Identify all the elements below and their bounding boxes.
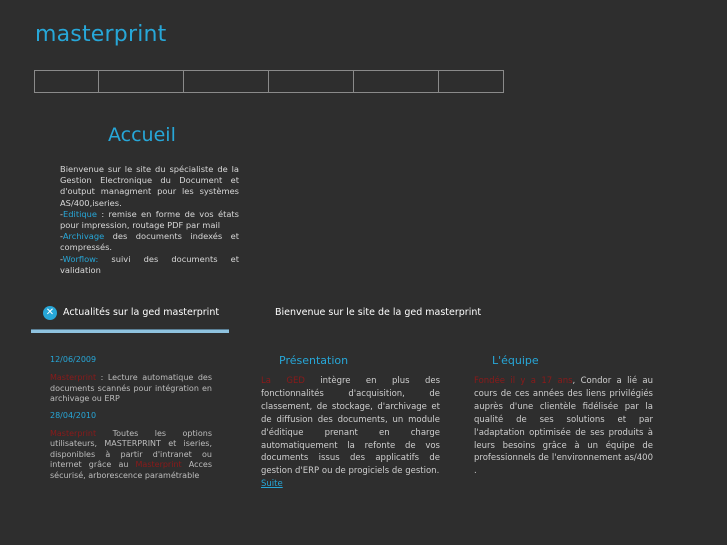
suite-link[interactable]: Suite — [261, 479, 283, 490]
news-highlight[interactable]: Masterprint — [135, 460, 182, 470]
news-highlight[interactable]: Masterprint — [50, 429, 97, 439]
presentation-title: Présentation — [279, 354, 349, 367]
welcome-title: Bienvenue sur le site de la ged masterprint — [275, 307, 482, 318]
nav-item-1[interactable] — [35, 71, 99, 92]
close-icon[interactable]: ✕ — [43, 306, 57, 320]
site-logo[interactable]: masterprint — [35, 22, 167, 47]
equipe-title: L'équipe — [492, 354, 539, 367]
equipe-highlight[interactable]: Fondée il y a 17 ans — [474, 376, 573, 386]
nav-item-2[interactable] — [99, 71, 184, 92]
tab-divider — [31, 329, 229, 330]
archivage-link[interactable]: Archivage — [62, 231, 105, 242]
equipe-text: Fondée il y a 17 ans, Condor a lié au cours de ces années des liens privilégiés auprès d'une clientèle fidélisée par la qualité de ses solutions et par l'adaptation optimisée de ses produits à leurs besoins grâce à un équipe de professionnels de l'environnement as/400 . — [474, 376, 653, 477]
news-date: 12/06/2009 — [50, 355, 97, 364]
news-item: Masterprint : Lecture automatique des documents scannés pour intégration en archivage ou ERP — [50, 373, 212, 404]
news-item: Masterprint Toutes les options utilisateurs, MASTERPRINT et iseries, disponibles à partir d'intranet ou internet grâce au Masterprint Acces sécurisé, arborescence paramétrable — [50, 429, 212, 480]
news-date: 28/04/2010 — [50, 410, 97, 420]
news-highlight[interactable]: Masterprint — [50, 373, 97, 383]
presentation-highlight[interactable]: La GED — [261, 376, 305, 386]
presentation-text: La GED intègre en plus des fonctionnalités d'acquisition, de classement, de stockage, d'archivage et de diffusion des documents, un module d'éditique prenant en charge automatiquement la refonte de vos documents issus des applicatifs de gestion d'ERP ou de progiciels de gestion. Suite — [261, 376, 440, 490]
workflow-link[interactable]: Worflow: — [62, 253, 99, 264]
editique-link[interactable]: Editique — [63, 208, 98, 219]
main-nav — [34, 70, 504, 93]
nav-item-4[interactable] — [269, 71, 354, 92]
nav-item-6[interactable] — [439, 71, 503, 92]
intro-paragraph: Bienvenue sur le site du spécialiste de la Gestion Electronique du Document et d'output managment pour les systèmes AS/400,iseries. — [60, 164, 239, 208]
tab-actualites-label: Actualités sur la ged masterprint — [63, 307, 220, 318]
nav-item-3[interactable] — [184, 71, 269, 92]
intro-text: Bienvenue sur le site du spécialiste de la Gestion Electronique du Document et d'output managment pour les systèmes AS/400,iseries. -Editique : remise en forme de vos états pour impression, routage PDF par mail -Archivage des documents indexés et compressés. -Worflow: suivi des documents et validation — [60, 164, 239, 275]
accueil-title: Accueil — [108, 124, 176, 146]
news-list — [50, 355, 212, 487]
nav-item-5[interactable] — [354, 71, 439, 92]
